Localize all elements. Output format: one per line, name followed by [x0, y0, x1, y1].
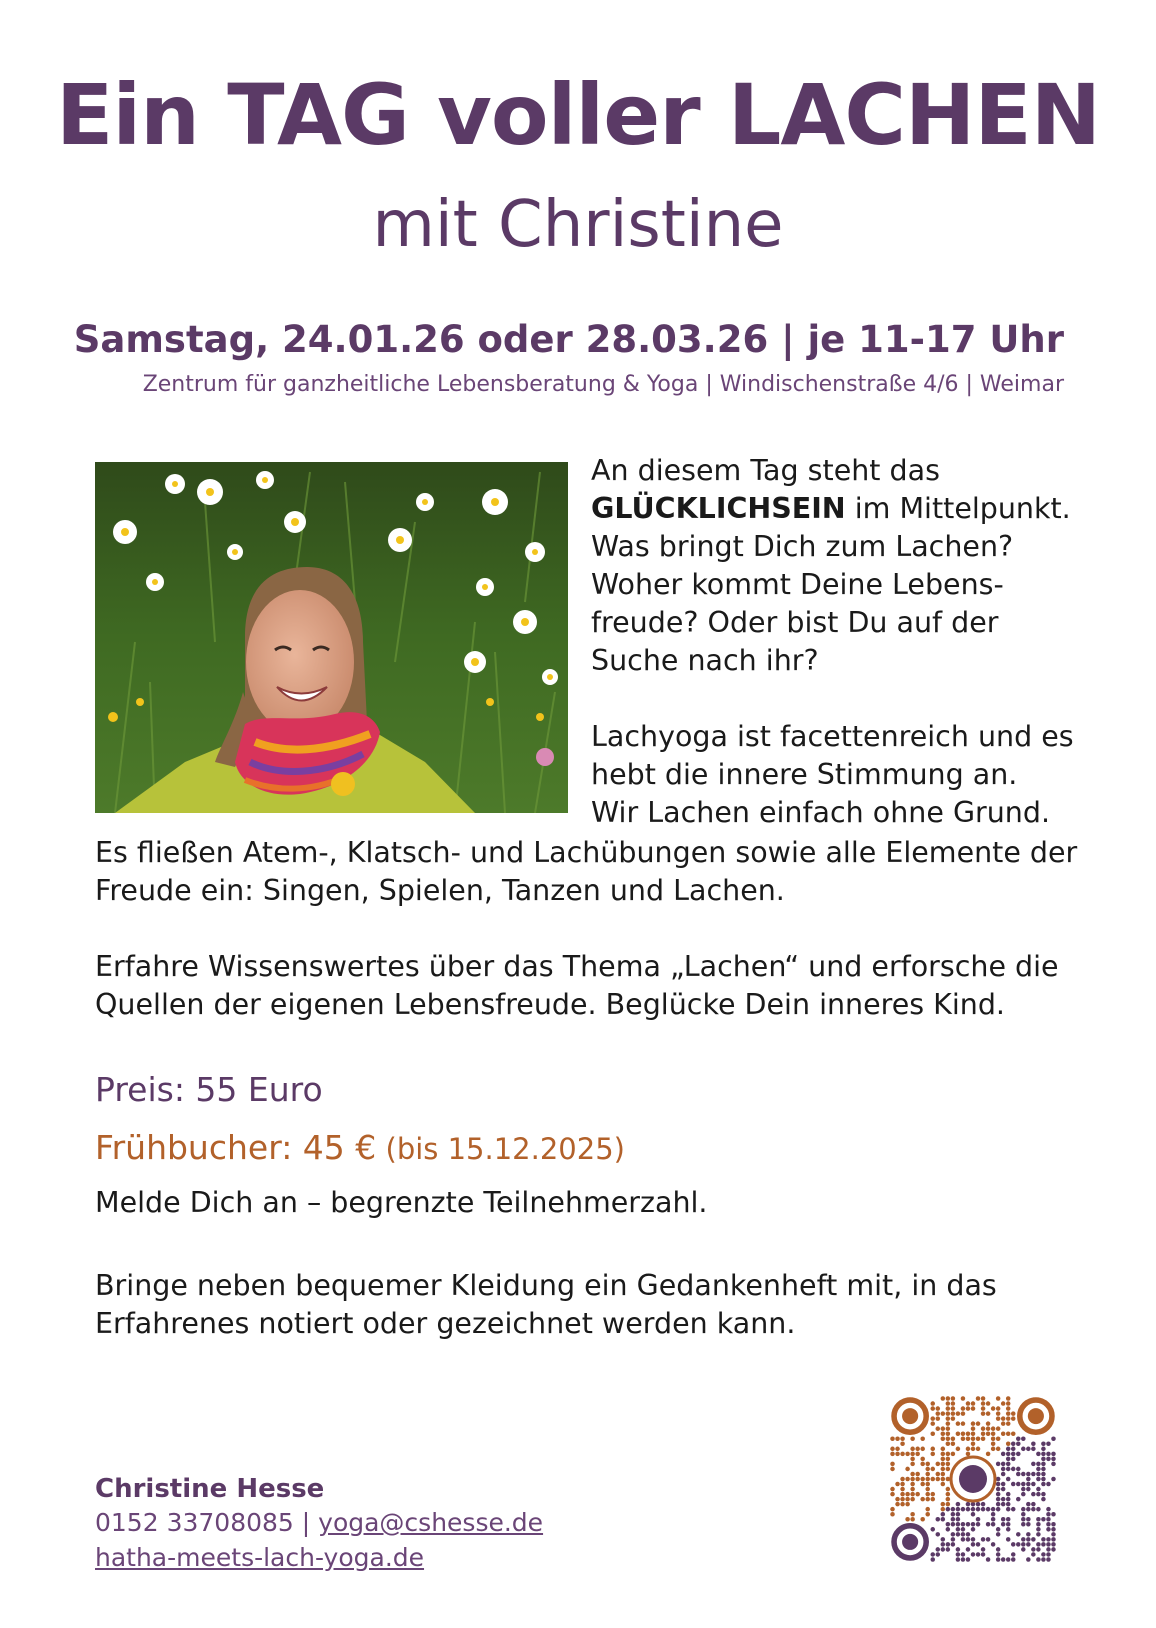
page-title: Ein TAG voller LACHEN [55, 66, 1101, 164]
flow-line: Es fließen Atem-, Klatsch- und Lachübungen sowie alle Elemente der [95, 836, 1078, 869]
portrait-photo [95, 462, 568, 813]
qr-code[interactable] [890, 1396, 1056, 1562]
event-location-line: Zentrum für ganzheitliche Lebensberatung & Yoga | Windischenstraße 4/6 | Weimar [142, 372, 1064, 397]
intro-line: freude? Oder bist Du auf der [591, 606, 999, 639]
portrait-photo-illustration [95, 462, 568, 813]
contact-line [95, 1508, 543, 1537]
qr-code-graphic [890, 1396, 1056, 1562]
contact-separator: | [293, 1508, 319, 1537]
bring-line: Erfahrenes notiert oder gezeichnet werden kann. [95, 1307, 796, 1340]
lachyoga-line: hebt die innere Stimmung an. [591, 758, 1018, 791]
event-date-line: Samstag, 24.01.26 oder 28.03.26 | je 11-17 Uhr [73, 318, 1064, 361]
earlybird-main: Frühbucher: 45 € [95, 1128, 377, 1167]
earlybird-deadline: (bis 15.12.2025) [376, 1132, 625, 1166]
intro-emphasis: GLÜCKLICHSEIN [591, 492, 846, 525]
intro-line-rest: im Mittelpunkt. [845, 492, 1071, 525]
website-link[interactable]: hatha-meets-lach-yoga.de [95, 1543, 425, 1572]
intro-line [591, 490, 1071, 528]
erfahre-line: Quellen der eigenen Lebensfreude. Beglücke Dein inneres Kind. [95, 988, 1005, 1021]
price-label: Preis: 55 Euro [95, 1070, 323, 1109]
flow-paragraph [95, 834, 1077, 910]
intro-line: An diesem Tag steht das [591, 454, 940, 487]
intro-line: Was bringt Dich zum Lachen? [591, 530, 1014, 563]
bring-paragraph [95, 1267, 997, 1343]
lachyoga-line: Lachyoga ist facettenreich und es [591, 720, 1074, 753]
bring-line: Bringe neben bequemer Kleidung ein Gedankenheft mit, in das [95, 1269, 997, 1302]
contact-email-link[interactable]: yoga@cshesse.de [318, 1508, 544, 1537]
signup-note: Melde Dich an – begrenzte Teilnehmerzahl. [95, 1186, 708, 1219]
contact-phone[interactable]: 0152 33708085 [95, 1508, 294, 1537]
earlybird-price [95, 1128, 625, 1167]
erfahre-paragraph [95, 948, 1059, 1024]
website-line [95, 1543, 424, 1572]
intro-line: Suche nach ihr? [591, 644, 819, 677]
intro-paragraph [591, 452, 1071, 680]
intro-line: Woher kommt Deine Lebens- [591, 568, 1004, 601]
lachyoga-paragraph [591, 718, 1074, 832]
flow-line: Freude ein: Singen, Spielen, Tanzen und Lachen. [95, 874, 785, 907]
lachyoga-line: Wir Lachen einfach ohne Grund. [591, 796, 1051, 829]
erfahre-line: Erfahre Wissenswertes über das Thema „Lachen“ und erforsche die [95, 950, 1059, 983]
page-subtitle: mit Christine [372, 188, 784, 262]
contact-name: Christine Hesse [95, 1474, 325, 1504]
